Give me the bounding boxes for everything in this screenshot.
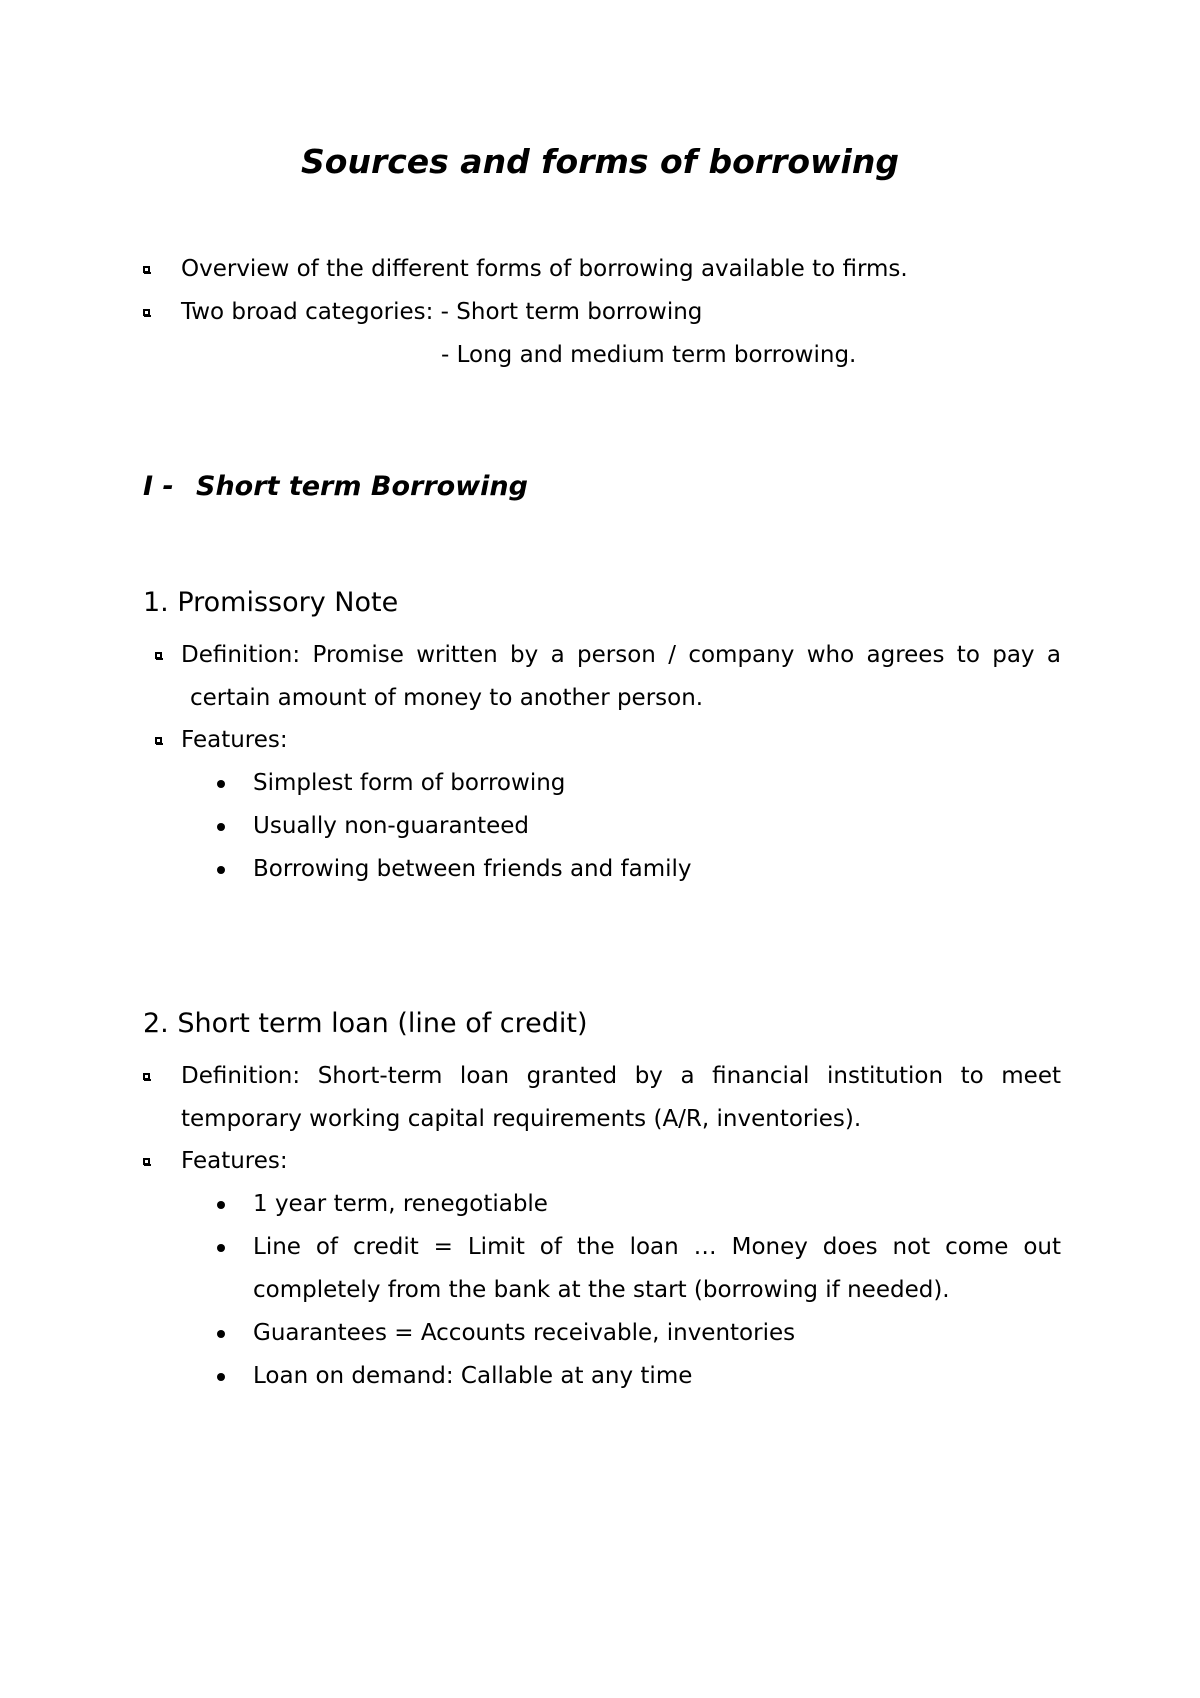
intro-item: Overview of the different forms of borrowing available to firms. — [181, 256, 908, 282]
loan-definition-line2: temporary working capital requirements (A/R, inventories). — [181, 1106, 862, 1132]
intro-continuation: - Long and medium term borrowing. — [441, 342, 857, 368]
loan-feature: Line of credit = Limit of the loan … Money does not come out — [253, 1234, 1061, 1260]
page-title: Sources and forms of borrowing — [301, 142, 899, 181]
square-bullet-icon — [143, 1073, 150, 1080]
promissory-definition-line2: certain amount of money to another person. — [190, 685, 704, 711]
bullet-dot-icon — [217, 866, 225, 874]
section-number: I - — [143, 471, 174, 502]
loan-feature-continuation: completely from the bank at the start (borrowing if needed). — [253, 1277, 950, 1303]
bullet-dot-icon — [217, 1373, 225, 1381]
loan-feature: 1 year term, renegotiable — [253, 1191, 548, 1217]
bullet-dot-icon — [217, 823, 225, 831]
short-term-loan-heading: 2. Short term loan (line of credit) — [143, 1008, 588, 1039]
promissory-note-heading: 1. Promissory Note — [143, 587, 399, 618]
intro-item: Two broad categories: - Short term borrowing — [181, 299, 703, 325]
promissory-feature: Usually non-guaranteed — [253, 813, 530, 839]
square-bullet-icon — [143, 309, 150, 316]
square-bullet-icon — [143, 1158, 150, 1165]
loan-feature: Loan on demand: Callable at any time — [253, 1363, 693, 1389]
bullet-dot-icon — [217, 1201, 225, 1209]
section-title: Short term Borrowing — [196, 471, 528, 502]
loan-features-label: Features: — [181, 1148, 288, 1174]
loan-feature: Guarantees = Accounts receivable, inventories — [253, 1320, 796, 1346]
bullet-dot-icon — [217, 780, 225, 788]
square-bullet-icon — [143, 266, 150, 273]
loan-definition-line1: Definition: Short-term loan granted by a financial institution to meet — [181, 1063, 1061, 1089]
square-bullet-icon — [155, 652, 162, 659]
promissory-feature: Simplest form of borrowing — [253, 770, 566, 796]
bullet-dot-icon — [217, 1330, 225, 1338]
promissory-definition-line1: Definition: Promise written by a person / company who agrees to pay a — [181, 642, 1061, 668]
promissory-features-label: Features: — [181, 727, 288, 753]
promissory-feature: Borrowing between friends and family — [253, 856, 692, 882]
square-bullet-icon — [155, 737, 162, 744]
bullet-dot-icon — [217, 1244, 225, 1252]
